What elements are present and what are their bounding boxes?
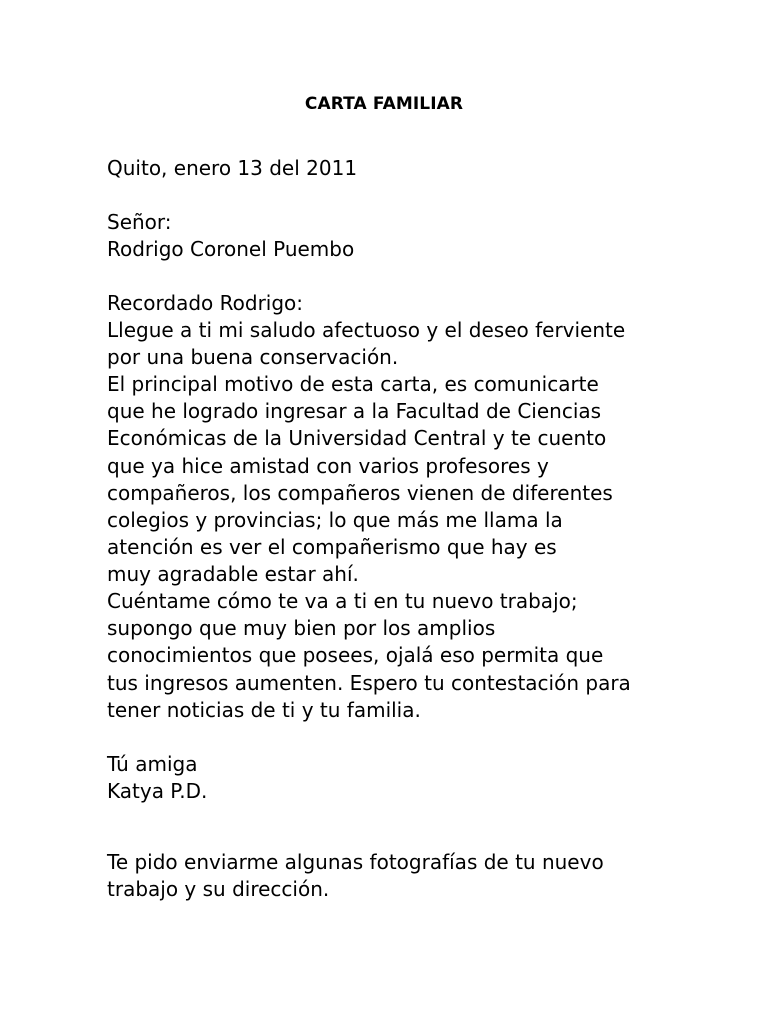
recipient-name: Rodrigo Coronel Puembo bbox=[107, 237, 355, 261]
body-line: conocimientos que posees, ojalá eso permita que bbox=[107, 643, 604, 667]
body-line: que he logrado ingresar a la Facultad de Ciencias bbox=[107, 399, 602, 423]
body-line: Económicas de la Universidad Central y te cuento bbox=[107, 426, 607, 450]
body-line: colegios y provincias; lo que más me llama la bbox=[107, 508, 563, 532]
date-line: Quito, enero 13 del 2011 bbox=[107, 156, 358, 180]
postscript-line: trabajo y su dirección. bbox=[107, 877, 330, 901]
body-line: Recordado Rodrigo: bbox=[107, 291, 304, 315]
body-line: tener noticias de ti y tu familia. bbox=[107, 698, 421, 722]
salutation-title: Señor: bbox=[107, 210, 172, 234]
body-line: atención es ver el compañerismo que hay es bbox=[107, 535, 557, 559]
body-line: que ya hice amistad con varios profesores y bbox=[107, 454, 549, 478]
body-line: El principal motivo de esta carta, es comunicarte bbox=[107, 372, 599, 396]
body-line: compañeros, los compañeros vienen de diferentes bbox=[107, 481, 613, 505]
body-line: muy agradable estar ahí. bbox=[107, 562, 359, 586]
body-line: Llegue a ti mi saludo afectuoso y el deseo ferviente bbox=[107, 318, 626, 342]
body-line: tus ingresos aumenten. Espero tu contestación para bbox=[107, 671, 631, 695]
body-line: Cuéntame cómo te va a ti en tu nuevo trabajo; bbox=[107, 589, 578, 613]
postscript-line: Te pido enviarme algunas fotografías de tu nuevo bbox=[107, 850, 604, 874]
body-line: supongo que muy bien por los amplios bbox=[107, 616, 496, 640]
body-line: por una buena conservación. bbox=[107, 345, 399, 369]
document-title: CARTA FAMILIAR bbox=[304, 94, 464, 114]
signature: Katya P.D. bbox=[107, 779, 208, 803]
closing-line: Tú amiga bbox=[107, 752, 198, 776]
